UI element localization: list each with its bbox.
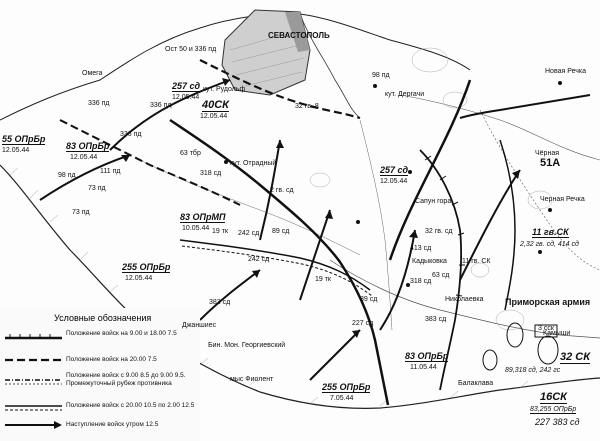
unit-83a-date: 12.05.44	[70, 154, 98, 161]
div-32: 32 гв. 8	[295, 103, 319, 110]
div-2: 2 гв. сд	[270, 187, 294, 194]
div-318: 318 сд	[200, 170, 222, 177]
unit-257a-date: 12.05.44	[172, 94, 200, 101]
label-georgievsky: Бин. Мон. Георгиевский	[208, 342, 286, 349]
div-242: 242 сд	[248, 256, 270, 263]
div-11gv: 11 гв. СК	[462, 258, 491, 265]
label-dergachi: кут. Дергачи	[385, 91, 425, 98]
unit-257b-date: 12.05.44	[380, 178, 408, 185]
div-336a: 336 пд	[120, 131, 142, 138]
div-63: 63 тбр	[180, 150, 201, 157]
label-alsu: Сапун гора	[415, 198, 452, 205]
label-kadykovka: Кадыковка	[412, 258, 447, 265]
unit-255b: 255 ОПрБр	[322, 382, 371, 392]
div-383b: 383 сд	[425, 316, 447, 323]
div-63b: 63 сд	[432, 272, 450, 279]
unit-255a-date: 12.05.44	[125, 275, 153, 282]
div-19: 19 тк	[212, 228, 228, 235]
div-227: 227 сд	[352, 320, 374, 327]
unit-16sk-line1: 83,255 ОПрБр	[530, 406, 577, 413]
unit-55-date: 12.05.44	[2, 147, 30, 154]
legend-item-4: Положение войск с 20.00 10.5 по 2.00 12.5	[66, 402, 195, 409]
div-336c: 336 пд	[150, 102, 172, 109]
div-89: 89 сд	[272, 228, 290, 235]
unit-83b-date: 10.05.44	[182, 225, 210, 232]
label-rudolf: кут. Рудольф	[203, 86, 246, 93]
label-balaklava: Балаклава	[458, 380, 494, 387]
unit-11sk-line: 2,32 гв. сд, 414 сд	[520, 241, 579, 248]
unit-32sk: 32 СК	[560, 351, 590, 363]
div-242b: 242 сд	[238, 230, 260, 237]
legend-item-5: Наступление войск утром 12.5	[66, 421, 159, 428]
label-dzhanshey: Джаншиес	[182, 322, 217, 329]
div-413: 413 сд	[410, 245, 432, 252]
unit-40sk-date: 12.05.44	[200, 113, 228, 120]
unit-83c-date: 11.05.44	[410, 364, 437, 371]
div-32b: 32 гв. сд	[425, 228, 453, 235]
unit-83b: 83 ОПрМП	[180, 212, 226, 222]
div-19b: 19 тк	[315, 276, 331, 283]
div-111: 111 пд	[100, 168, 121, 175]
label-otradny: кут. Отрадный	[230, 160, 277, 167]
label-chernaya: Черная Речка	[540, 196, 585, 203]
div-98b: 98 пд	[58, 172, 76, 179]
label-ost: Ост 50 и 336 пд	[165, 46, 217, 53]
div-336b: 336 пд	[88, 100, 110, 107]
div-73b: 73 пд	[72, 209, 90, 216]
legend-item-3: Положение войск с 9.00 8.5 до 9.00 9.5. Промежуточный рубеж противника	[66, 372, 186, 387]
div-89b: 89 сд	[360, 296, 378, 303]
label-primorsky: Приморская армия	[505, 297, 591, 307]
label-nikolaevka: Николаевка	[445, 296, 484, 303]
unit-32sk-line: 89,318 сд, 242 гс	[505, 367, 561, 374]
div-3: 3 сск	[538, 325, 554, 332]
div-318b: 318 сд	[410, 278, 432, 285]
unit-83c: 83 ОПрБр	[405, 351, 449, 361]
unit-257a: 257 сд	[172, 81, 201, 91]
unit-16sk: 16СК	[540, 391, 567, 403]
unit-257b: 257 сд	[380, 165, 409, 175]
label-51a: 51А	[540, 157, 561, 169]
legend-title: Условные обозначения	[54, 313, 152, 323]
label-omega: Омега	[82, 70, 103, 77]
unit-11sk: 11 гв.СК	[532, 227, 569, 237]
unit-83a: 83 ОПрБр	[66, 141, 110, 151]
label-kamyshy: Камыши	[543, 330, 571, 337]
legend-item-2: Положение войск на 20.00 7.5	[66, 356, 157, 363]
div-383: 383 сд	[209, 299, 231, 306]
label-fiolent: мыс Фиолент	[230, 376, 274, 383]
unit-255a: 255 ОПрБр	[122, 262, 171, 272]
unit-55: 55 ОПрБр	[2, 134, 46, 144]
label-mekenz: Чёрная	[535, 150, 560, 157]
label-sevastopol: СЕВАСТОПОЛЬ	[268, 31, 330, 40]
legend-item-1: Положение войск на 9.00 и 18.00 7.5	[66, 330, 177, 337]
unit-255b-date: 7.05.44	[330, 395, 354, 402]
unit-16sk-line2: 227 383 сд	[535, 417, 580, 427]
unit-40sk: 40СК	[202, 99, 229, 111]
label-kalfa: Новая Речка	[545, 68, 586, 75]
div-73: 73 пд	[88, 185, 106, 192]
div-98: 98 пд	[372, 72, 390, 79]
